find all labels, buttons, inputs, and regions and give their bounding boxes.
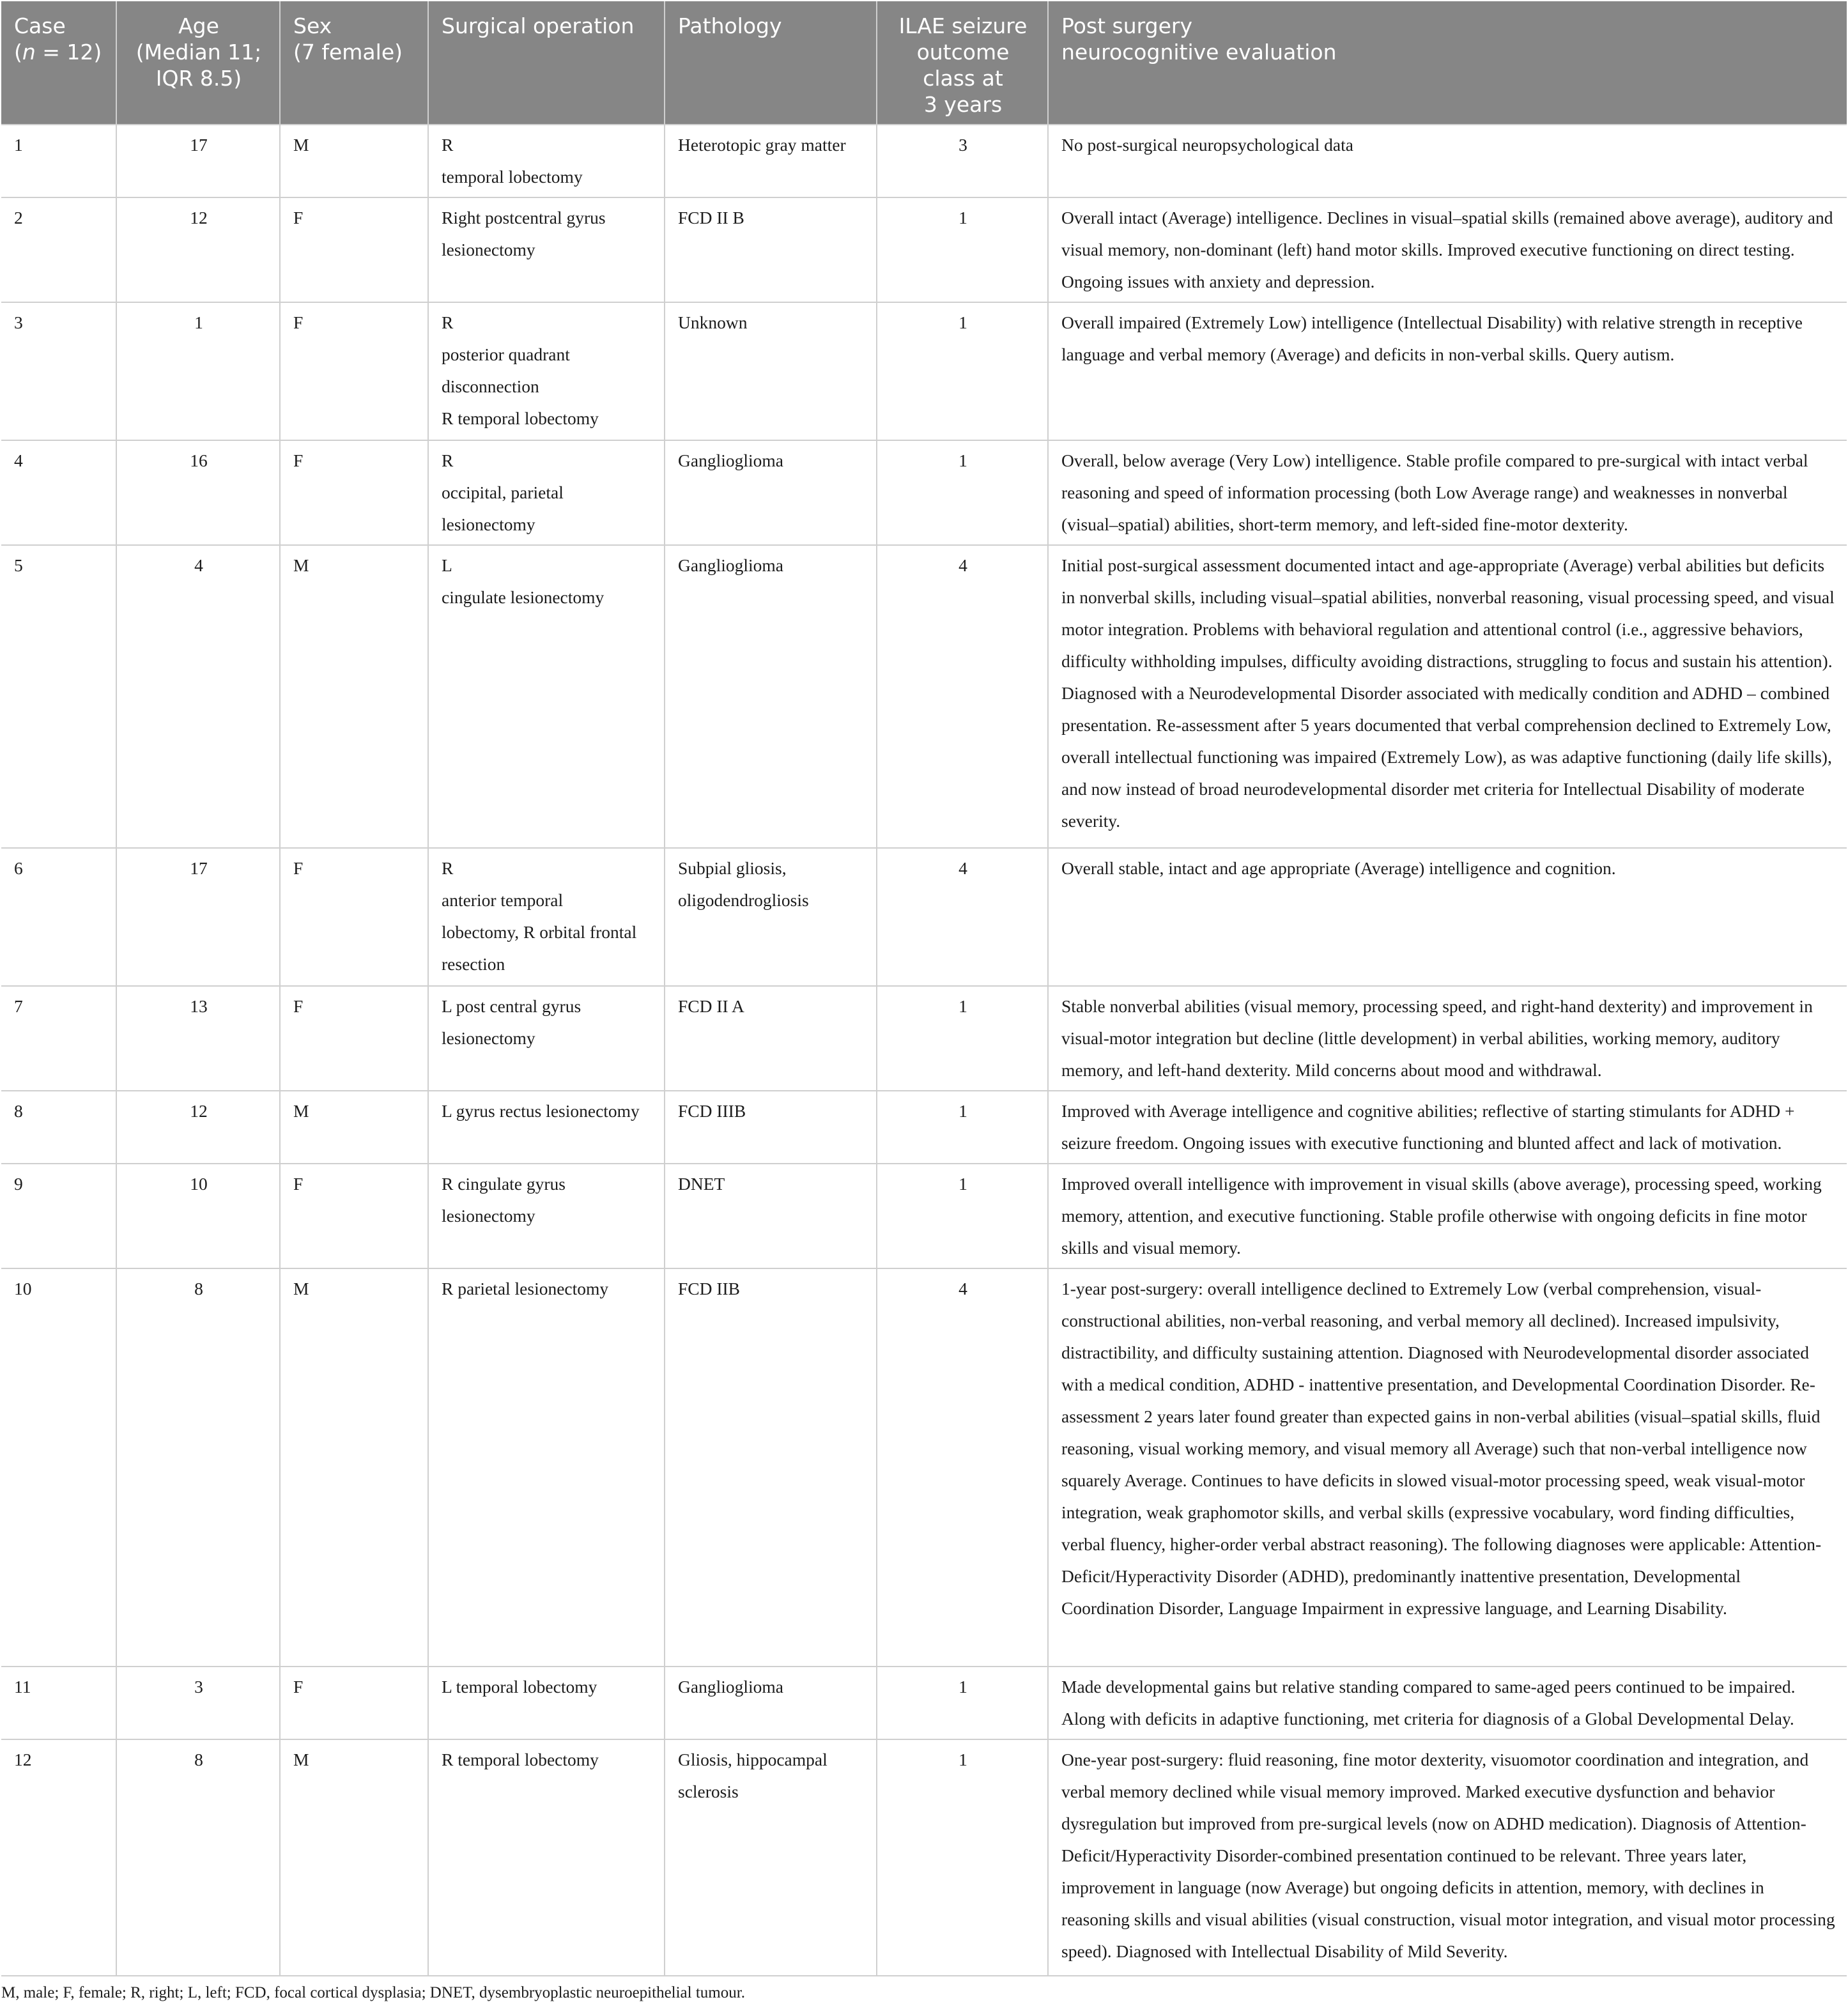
table-row	[1, 440, 1847, 545]
cell-surgical-operation	[428, 1739, 665, 1976]
header-pathology: Pathology	[665, 1, 877, 125]
operation-line: lesionectomy	[442, 1206, 535, 1226]
operation-line: R cingulate gyrus	[442, 1174, 566, 1194]
cell-neurocognitive-evaluation: Stable nonverbal abilities (visual memory, processing speed, and right-hand dexterity) and improvement in visual-motor integration but decline (little development) in verbal abilities, working memory, auditory memory, and left-hand dexterity. Mild concerns about mood and withdrawal.	[1048, 986, 1847, 1091]
cell-ilae-outcome: 3	[877, 125, 1048, 197]
cell-sex: F	[280, 986, 428, 1091]
cell-surgical-operation	[428, 1268, 665, 1667]
cell-neurocognitive-evaluation: Improved overall intelligence with improvement in visual skills (above average), processing speed, working memory, attention, and executive functioning. Stable profile otherwise with ongoing deficits in fine motor skills and visual memory.	[1048, 1164, 1847, 1268]
operation-line: lesionectomy	[442, 240, 535, 259]
operation-line: L	[442, 555, 452, 575]
operation-line: R	[442, 858, 454, 878]
table-row	[1, 125, 1847, 197]
cell-ilae-outcome: 1	[877, 1667, 1048, 1739]
cell-ilae-outcome: 1	[877, 440, 1048, 545]
table-row	[1, 545, 1847, 848]
cell-age: 1	[116, 302, 280, 440]
cell-ilae-outcome: 4	[877, 1268, 1048, 1667]
cell-pathology: FCD IIIB	[665, 1091, 877, 1164]
table-row	[1, 986, 1847, 1091]
cell-case: 1	[1, 125, 116, 197]
operation-line: R	[442, 135, 454, 155]
cell-neurocognitive-evaluation: Made developmental gains but relative standing compared to same-aged peers continued to be impaired. Along with deficits in adaptive functioning, met criteria for diagnosis of a Global Developmental Delay.	[1048, 1667, 1847, 1739]
header-surgical-operation: Surgical operation	[428, 1, 665, 125]
table-row	[1, 1739, 1847, 1976]
cell-pathology: Ganglioglioma	[665, 545, 877, 848]
cell-sex: F	[280, 1164, 428, 1268]
cell-age: 13	[116, 986, 280, 1091]
cell-case: 10	[1, 1268, 116, 1667]
cell-surgical-operation	[428, 302, 665, 440]
cell-ilae-outcome: 1	[877, 1739, 1048, 1976]
cell-case: 2	[1, 197, 116, 302]
cell-neurocognitive-evaluation: No post-surgical neuropsychological data	[1048, 125, 1847, 197]
cell-pathology: Ganglioglioma	[665, 1667, 877, 1739]
cell-pathology: DNET	[665, 1164, 877, 1268]
cell-ilae-outcome: 1	[877, 197, 1048, 302]
cell-pathology: Ganglioglioma	[665, 440, 877, 545]
operation-line: R temporal lobectomy	[442, 408, 599, 428]
operation-line: L temporal lobectomy	[442, 1677, 597, 1697]
cell-sex: F	[280, 302, 428, 440]
operation-line: resection	[442, 954, 505, 974]
operation-line: occipital, parietal	[442, 482, 564, 502]
cell-age: 12	[116, 197, 280, 302]
operation-line: R	[442, 312, 454, 332]
cell-age: 3	[116, 1667, 280, 1739]
header-ilae-outcome: ILAE seizure outcome class at 3 years	[877, 1, 1048, 125]
cell-neurocognitive-evaluation: One-year post-surgery: fluid reasoning, fine motor dexterity, visuomotor coordination and integration, and verbal memory declined while visual memory improved. Marked executive dysfunction and behavior dysregulation but improved from pre-surgical levels (now on ADHD medication). Diagnosis of Attention-Deficit/Hyperactivity Disorder-combined presentation continued to be relevant. Three years later, improvement in language (now Average) but ongoing deficits in attention, memory, with declines in reasoning skills and visual abilities (visual construction, visual motor integration, and visual motor processing speed). Diagnosed with Intellectual Disability of Mild Severity.	[1048, 1739, 1847, 1976]
table-header	[1, 1, 1847, 125]
cell-case: 11	[1, 1667, 116, 1739]
surgery-outcomes-table	[1, 1, 1847, 1976]
cell-pathology: Gliosis, hippocampal sclerosis	[665, 1739, 877, 1976]
operation-line: cingulate lesionectomy	[442, 587, 604, 607]
cell-surgical-operation	[428, 545, 665, 848]
header-age: Age (Median 11; IQR 8.5)	[116, 1, 280, 125]
operation-line: anterior temporal	[442, 890, 564, 910]
cell-pathology: Heterotopic gray matter	[665, 125, 877, 197]
operation-line: lesionectomy	[442, 1028, 535, 1048]
cell-surgical-operation	[428, 1164, 665, 1268]
operation-line: R temporal lobectomy	[442, 1750, 599, 1769]
table-footnote: M, male; F, female; R, right; L, left; FCD, focal cortical dysplasia; DNET, dysembryoplastic neuroepithelial tumour.	[1, 1984, 745, 2001]
cell-surgical-operation	[428, 986, 665, 1091]
cell-ilae-outcome: 1	[877, 1091, 1048, 1164]
cell-age: 17	[116, 125, 280, 197]
operation-line: disconnection	[442, 376, 539, 396]
table-row	[1, 1164, 1847, 1268]
operation-line: L gyrus rectus lesionectomy	[442, 1101, 640, 1121]
cell-sex: M	[280, 1739, 428, 1976]
header-neurocognitive-evaluation: Post surgery neurocognitive evaluation	[1048, 1, 1847, 125]
cell-surgical-operation	[428, 848, 665, 986]
operation-line: R parietal lesionectomy	[442, 1279, 609, 1298]
cell-ilae-outcome: 4	[877, 848, 1048, 986]
cell-neurocognitive-evaluation: Overall impaired (Extremely Low) intelligence (Intellectual Disability) with relative strength in receptive language and verbal memory (Average) and deficits in non-verbal skills. Query autism.	[1048, 302, 1847, 440]
cell-pathology: Subpial gliosis, oligodendrogliosis	[665, 848, 877, 986]
operation-line: posterior quadrant	[442, 344, 570, 364]
cell-case: 3	[1, 302, 116, 440]
cell-sex: F	[280, 440, 428, 545]
cell-neurocognitive-evaluation: Overall, below average (Very Low) intelligence. Stable profile compared to pre-surgical with intact verbal reasoning and speed of information processing (both Low Average range) and weaknesses in nonverbal (visual–spatial) abilities, short-term memory, and left-sided fine-motor dexterity.	[1048, 440, 1847, 545]
cell-pathology: FCD IIB	[665, 1268, 877, 1667]
cell-case: 8	[1, 1091, 116, 1164]
cell-pathology: Unknown	[665, 302, 877, 440]
cell-pathology: FCD II A	[665, 986, 877, 1091]
cell-surgical-operation	[428, 197, 665, 302]
header-case: Case (n = 12)	[1, 1, 116, 125]
operation-line: lobectomy, R orbital frontal	[442, 922, 637, 942]
cell-sex: M	[280, 545, 428, 848]
cell-age: 4	[116, 545, 280, 848]
cell-sex: M	[280, 1091, 428, 1164]
operation-line: L post central gyrus	[442, 996, 581, 1016]
cell-age: 17	[116, 848, 280, 986]
cell-surgical-operation	[428, 125, 665, 197]
table-row	[1, 1268, 1847, 1667]
table-row	[1, 1091, 1847, 1164]
cell-ilae-outcome: 1	[877, 986, 1048, 1091]
cell-sex: M	[280, 125, 428, 197]
cell-surgical-operation	[428, 440, 665, 545]
operation-line: temporal lobectomy	[442, 167, 583, 187]
table-body	[1, 125, 1847, 1976]
cell-neurocognitive-evaluation: Improved with Average intelligence and cognitive abilities; reflective of starting stimulants for ADHD + seizure freedom. Ongoing issues with executive functioning and blunted affect and lack of motivation.	[1048, 1091, 1847, 1164]
header-sex: Sex (7 female)	[280, 1, 428, 125]
cell-age: 16	[116, 440, 280, 545]
cell-ilae-outcome: 1	[877, 1164, 1048, 1268]
cell-age: 12	[116, 1091, 280, 1164]
table-row	[1, 302, 1847, 440]
cell-sex: F	[280, 1667, 428, 1739]
cell-case: 6	[1, 848, 116, 986]
operation-line: lesionectomy	[442, 514, 535, 534]
table-row	[1, 848, 1847, 986]
cell-ilae-outcome: 1	[877, 302, 1048, 440]
cell-neurocognitive-evaluation: Overall intact (Average) intelligence. Declines in visual–spatial skills (remained above average), auditory and visual memory, non-dominant (left) hand motor skills. Improved executive functioning on direct testing. Ongoing issues with anxiety and depression.	[1048, 197, 1847, 302]
cell-case: 4	[1, 440, 116, 545]
cell-sex: M	[280, 1268, 428, 1667]
cell-age: 10	[116, 1164, 280, 1268]
cell-neurocognitive-evaluation: 1-year post-surgery: overall intelligence declined to Extremely Low (verbal comprehension, visual-constructional abilities, non-verbal reasoning, and verbal memory all declined). Increased impulsivity, distractibility, and difficulty sustaining attention. Diagnosed with Neurodevelopmental disorder associated with a medical condition, ADHD - inattentive presentation, and Developmental Coordination Disorder. Re-assessment 2 years later found greater than expected gains in non-verbal abilities (visual–spatial skills, fluid reasoning, visual working memory, and visual memory all Average) such that non-verbal intelligence now squarely Average. Continues to have deficits in slowed visual-motor processing speed, weak visual-motor integration, weak graphomotor skills, and verbal skills (expressive vocabulary, word finding difficulties, verbal fluency, higher-order verbal abstract reasoning). The following diagnoses were applicable: Attention-Deficit/Hyperactivity Disorder (ADHD), predominantly inattentive presentation, Developmental Coordination Disorder, Language Impairment in expressive language, and Learning Disability.	[1048, 1268, 1847, 1667]
cell-sex: F	[280, 848, 428, 986]
cell-ilae-outcome: 4	[877, 545, 1048, 848]
cell-age: 8	[116, 1739, 280, 1976]
operation-line: R	[442, 450, 454, 470]
cell-case: 5	[1, 545, 116, 848]
cell-neurocognitive-evaluation: Initial post-surgical assessment documented intact and age-appropriate (Average) verbal abilities but deficits in nonverbal skills, including visual–spatial abilities, nonverbal reasoning, visual processing speed, and visual motor integration. Problems with behavioral regulation and attentional control (i.e., aggressive behaviors, difficulty withholding impulses, difficulty avoiding distractions, struggling to focus and sustain his attention). Diagnosed with a Neurodevelopmental Disorder associated with medically condition and ADHD – combined presentation. Re-assessment after 5 years documented that verbal comprehension declined to Extremely Low, overall intellectual functioning was impaired (Extremely Low), as was adaptive functioning (daily life skills), and now instead of broad neurodevelopmental disorder met criteria for Intellectual Disability of moderate severity.	[1048, 545, 1847, 848]
cell-case: 9	[1, 1164, 116, 1268]
cell-age: 8	[116, 1268, 280, 1667]
operation-line: Right postcentral gyrus	[442, 208, 606, 227]
cell-neurocognitive-evaluation: Overall stable, intact and age appropriate (Average) intelligence and cognition.	[1048, 848, 1847, 986]
cell-surgical-operation	[428, 1667, 665, 1739]
cell-pathology: FCD II B	[665, 197, 877, 302]
cell-surgical-operation	[428, 1091, 665, 1164]
cell-sex: F	[280, 197, 428, 302]
table-row	[1, 197, 1847, 302]
cell-case: 7	[1, 986, 116, 1091]
table-row	[1, 1667, 1847, 1739]
cell-case: 12	[1, 1739, 116, 1976]
